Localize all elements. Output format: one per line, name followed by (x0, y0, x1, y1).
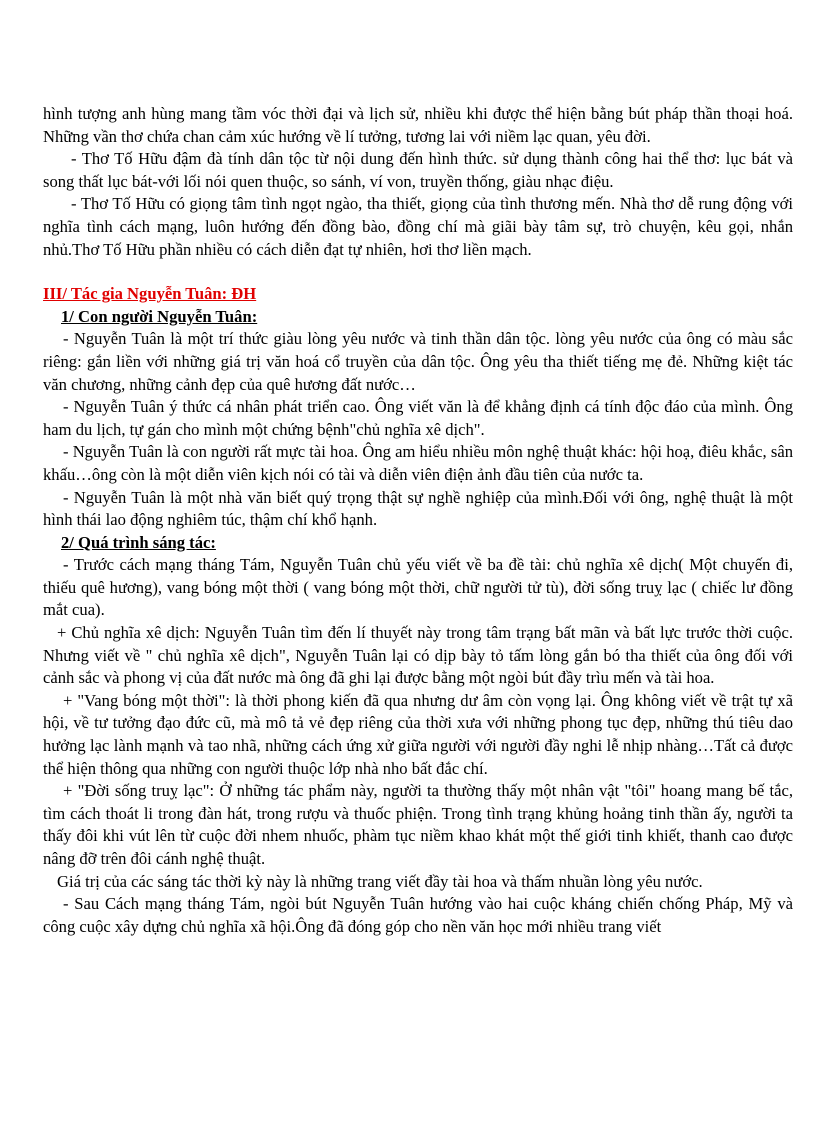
section-heading: III/ Tác gia Nguyễn Tuân: ĐH (43, 284, 257, 304)
intro-paragraph-3: - Thơ Tố Hữu có giọng tâm tình ngọt ngào, tha thiết, giọng của tình thương mến. Nhà thơ dễ rung động với nghĩa tình cách mạng, luôn hướng đến đồng bào, đồng chí mà giãi bày tâm sự, trò chuyện, kêu gọi, nhắn nhủ.Thơ Tố Hữu phần nhiều có cách diễn đạt tự nhiên, hơi thơ liền mạch. (43, 194, 793, 259)
process-paragraph-5: Giá trị của các sáng tác thời kỳ này là những trang viết đầy tài hoa và thấm nhuần lòng yêu nước. (57, 871, 703, 891)
intro-paragraph-1: hình tượng anh hùng mang tầm vóc thời đại và lịch sử, nhiều khi được thể hiện bằng bút pháp thần thoại hoá. Những vần thơ chứa chan cảm xúc hướng về lí tưởng, tương lai với niềm lạc quan, yêu đời. (43, 104, 793, 146)
document-page (43, 103, 793, 938)
process-paragraph-4: + "Đời sống truỵ lạc": Ở những tác phẩm này, người ta thường thấy một nhân vật "tôi" hoang mang bế tắc, tìm cách thoát li trong đàn hát, trong rượu và thuốc phiện. Trong tình trạng khủng hoảng tinh thần ấy, người ta thấy đôi khi vút lên từ cuộc đời nhem nhuốc, phàm tục niềm khao khát một thế giới tinh khiết, thanh cao được nâng đỡ trên đôi cánh nghệ thuật. (43, 781, 793, 868)
person-paragraph-2: - Nguyễn Tuân ý thức cá nhân phát triển cao. Ông viết văn là để khẳng định cá tính độc đáo của mình. Ông ham du lịch, tự gán cho mình một chứng bệnh"chủ nghĩa xê dịch". (43, 397, 793, 439)
process-paragraph-1: - Trước cách mạng tháng Tám, Nguyễn Tuân chủ yếu viết về ba đề tài: chủ nghĩa xê dịch( Một chuyến đi, thiếu quê hương), vang bóng một thời ( vang bóng một thời, chữ người tử tù), đời sống truỵ lạc ( chiếc lư đồng mắt cua). (43, 555, 793, 620)
person-paragraph-3: - Nguyễn Tuân là con người rất mực tài hoa. Ông am hiểu nhiều môn nghệ thuật khác: hội hoạ, điêu khắc, sân khấu…ông còn là một diễn viên kịch nói có tài và diễn viên điện ảnh đầu tiên của nước ta. (43, 442, 793, 484)
process-paragraph-2: + Chủ nghĩa xê dịch: Nguyễn Tuân tìm đến lí thuyết này trong tâm trạng bất mãn và bất lực trước thời cuộc. Nhưng viết về " chủ nghĩa xê dịch", Nguyễn Tuân lại có dịp bày tỏ tấm lòng gắn bó tha thiết của ông đối với cảnh sắc và phong vị của đất nước mà ông đã ghi lại được bằng một ngòi bút đầy trìu mến và tài hoa. (43, 623, 793, 688)
process-paragraph-3: + "Vang bóng một thời": là thời phong kiến đã qua nhưng dư âm còn vọng lại. Ông không viết về trật tự xã hội, về tư tưởng đạo đức cũ, mà mô tả vẻ đẹp riêng của thời xưa với những phong tục đẹp, những thú tiêu dao hưởng lạc lành mạnh và tao nhã, những cách ứng xử giữa người với người đầy nghi lễ nhịp nhàng…Tất cả được thể hiện thông qua những con người thuộc lớp nhà nho bất đắc chí. (43, 690, 793, 778)
person-paragraph-1: - Nguyễn Tuân là một trí thức giàu lòng yêu nước và tinh thần dân tộc. lòng yêu nước của ông có màu sắc riêng: gắn liền với những giá trị văn hoá cổ truyền của dân tộc. Ông yêu tha thiết tiếng mẹ đẻ. Những kiệt tác văn chương, những cảnh đẹp của quê hương đất nước… (43, 329, 793, 394)
person-paragraph-4: - Nguyễn Tuân là một nhà văn biết quý trọng thật sự nghề nghiệp của mình.Đối với ông, nghệ thuật là một hình thái lao động nghiêm túc, thậm chí khổ hạnh. (43, 487, 793, 530)
subsection-heading-person: 1/ Con người Nguyễn Tuân: (61, 306, 258, 326)
subsection-heading-process: 2/ Quá trình sáng tác: (61, 532, 216, 552)
process-paragraph-6: - Sau Cách mạng tháng Tám, ngòi bút Nguyễn Tuân hướng vào hai cuộc kháng chiến chống Pháp, Mỹ và công cuộc xây dựng chủ nghĩa xã hội.Ông đã đóng góp cho nền văn học mới nhiều trang viết (43, 894, 793, 936)
intro-paragraph-2: - Thơ Tố Hữu đậm đà tính dân tộc từ nội dung đến hình thức. sử dụng thành công hai thể thơ: lục bát và song thất lục bát-với lối nói quen thuộc, so sánh, ví von, truyền thống, giàu nhạc điệu. (43, 149, 793, 191)
